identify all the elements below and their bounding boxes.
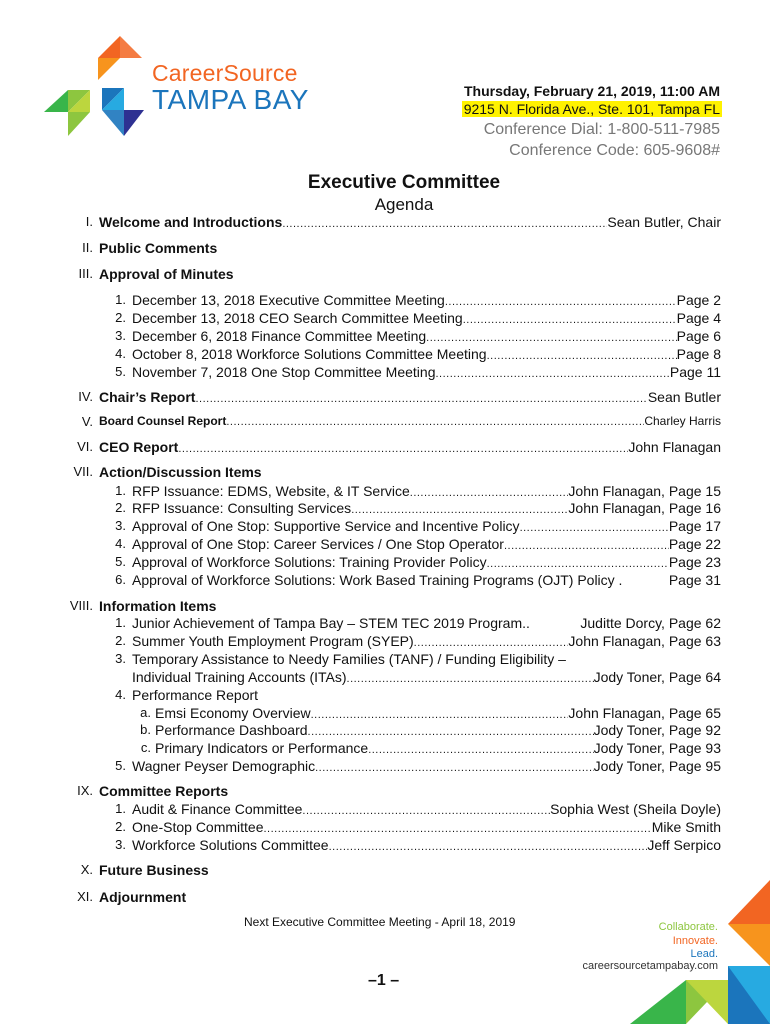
agenda-item (140, 722, 721, 738)
dot-leader (436, 368, 670, 380)
agenda-item-text: November 7, 2018 One Stop Committee Meeting (132, 364, 436, 380)
agenda-item-presenter: Page 6 (676, 328, 721, 344)
dot-leader (347, 673, 594, 685)
agenda-item (115, 518, 721, 534)
tagline-lead: Lead. (690, 948, 718, 960)
agenda-item-text: Workforce Solutions Committee (132, 837, 329, 853)
agenda-item-number: VI. (77, 439, 93, 454)
agenda-item (115, 310, 721, 326)
dot-leader (226, 416, 644, 428)
agenda-item-text: December 13, 2018 CEO Search Committee Meeting (132, 310, 463, 326)
agenda-item-presenter: Page 4 (676, 310, 721, 326)
agenda-item (132, 669, 721, 685)
dot-leader (426, 332, 676, 344)
agenda-item-number: VII. (73, 464, 93, 479)
agenda-item-number: I. (85, 214, 93, 229)
agenda-item-number: 1. (115, 483, 126, 498)
dot-leader (302, 805, 550, 817)
agenda-item-text: Junior Achievement of Tampa Bay – STEM TEC 2019 Program.. (132, 615, 530, 631)
agenda-item-presenter: Juditte Dorcy, Page 62 (580, 615, 721, 631)
agenda-item (115, 500, 721, 516)
agenda-item-presenter: John Flanagan, Page 15 (568, 483, 721, 499)
agenda-item-presenter: Page 8 (676, 346, 721, 362)
tagline-innovate: Innovate. (672, 935, 718, 947)
agenda-item-text: Adjournment (99, 889, 187, 905)
agenda-item-number: 1. (115, 801, 126, 816)
agenda-item (115, 801, 721, 817)
agenda-item-presenter: John Flanagan (628, 439, 721, 455)
agenda-item-presenter: Charley Harris (644, 414, 721, 428)
agenda-item (115, 483, 721, 499)
agenda-item (77, 783, 721, 799)
agenda-item-text: Public Comments (99, 240, 218, 256)
agenda-item-presenter: John Flanagan, Page 16 (568, 500, 721, 516)
agenda-item-number: 5. (115, 364, 126, 379)
agenda-item (85, 214, 721, 230)
agenda-item-text: Approval of One Stop: Supportive Service and Incentive Policy (132, 518, 520, 534)
agenda-item-text: Approval of Workforce Solutions: Work Based Training Programs (OJT) Policy . (132, 572, 623, 588)
dot-leader (178, 443, 628, 455)
agenda-item-text: CEO Report (99, 439, 179, 455)
dot-leader (445, 296, 677, 308)
agenda-item (115, 758, 721, 774)
conference-dial: Conference Dial: 1-800-511-7985 (483, 121, 720, 138)
agenda-item-presenter: Sean Butler, Chair (607, 214, 721, 230)
agenda-item (115, 328, 721, 344)
agenda-item (115, 346, 721, 362)
agenda-item-number: b. (140, 722, 151, 737)
agenda-item-number: III. (78, 266, 93, 281)
logo-icon (44, 36, 154, 146)
agenda-item-number: 4. (115, 536, 126, 551)
agenda-item-number: 1. (115, 615, 126, 630)
agenda-item-number: 4. (115, 346, 126, 361)
agenda-item-presenter: John Flanagan, Page 65 (568, 705, 721, 721)
agenda-item-text: Future Business (99, 862, 209, 878)
agenda-item (115, 572, 721, 588)
agenda-item-text: Approval of One Stop: Career Services / One Stop Operator (132, 536, 504, 552)
agenda-item-number: 2. (115, 819, 126, 834)
website-link[interactable]: careersourcetampabay.com (582, 960, 718, 972)
agenda-item-presenter: Jody Toner, Page 92 (593, 722, 721, 738)
agenda-item-presenter: Mike Smith (651, 819, 721, 835)
meeting-address: 9215 N. Florida Ave., Ste. 101, Tampa FL (463, 101, 720, 117)
agenda-item-presenter: Jeff Serpico (647, 837, 721, 853)
agenda-item (81, 414, 721, 429)
agenda-item (69, 598, 721, 614)
agenda-item-text: Performance Report (132, 687, 259, 703)
agenda-item-text: Emsi Economy Overview (155, 705, 311, 721)
agenda-item-text: Wagner Peyser Demographic (132, 758, 316, 774)
agenda-item-number: c. (140, 740, 151, 755)
agenda-item-text: RFP Issuance: EDMS, Website, & IT Service (132, 483, 410, 499)
agenda-item-presenter: Page 2 (676, 292, 721, 308)
agenda-item-number: XI. (77, 889, 93, 904)
dot-leader (414, 637, 569, 649)
agenda-item (115, 536, 721, 552)
agenda-item (115, 615, 721, 631)
agenda-item-number: 5. (115, 554, 126, 569)
agenda-item (77, 439, 721, 455)
agenda-item (140, 740, 721, 756)
dot-leader (282, 218, 607, 230)
agenda-item-number: IX. (77, 783, 93, 798)
agenda-item-presenter: John Flanagan, Page 63 (568, 633, 721, 649)
dot-leader (308, 726, 594, 738)
dot-leader (520, 522, 669, 534)
agenda-item-number: 5. (115, 758, 126, 773)
agenda-item-text: Performance Dashboard (155, 722, 308, 738)
agenda-item-presenter: Jody Toner, Page 93 (593, 740, 721, 756)
agenda-item-number: V. (81, 414, 93, 429)
dot-leader (487, 558, 669, 570)
agenda-item-presenter: Jody Toner, Page 64 (593, 669, 721, 685)
agenda-item (78, 389, 721, 405)
agenda-item-text: Board Counsel Report (99, 414, 227, 428)
agenda-item-number: 1. (115, 292, 126, 307)
agenda-item-text: December 6, 2018 Finance Committee Meeting (132, 328, 427, 344)
page-number: –1 – (368, 972, 400, 989)
dot-leader (463, 314, 677, 326)
agenda-item-number: 2. (115, 500, 126, 515)
agenda-item-text: Temporary Assistance to Needy Families (TANF) / Funding Eligibility – (132, 651, 566, 667)
agenda-item-presenter: Page 17 (668, 518, 721, 534)
agenda-item (115, 687, 721, 703)
agenda-item-presenter: Page 23 (668, 554, 721, 570)
tagline-collaborate: Collaborate. (658, 921, 718, 933)
agenda-item-number: 2. (115, 310, 126, 325)
agenda-item-number: 6. (115, 572, 126, 587)
document-subtitle: Agenda (374, 195, 434, 214)
agenda-item-text: Chair’s Report (99, 389, 196, 405)
agenda-item (115, 819, 721, 835)
agenda-item-presenter: Page 22 (668, 536, 721, 552)
dot-leader (329, 841, 648, 853)
agenda-item-number: 3. (115, 651, 126, 666)
agenda-item-text: Welcome and Introductions (99, 214, 283, 230)
agenda-item (115, 837, 721, 853)
agenda-item-text: Approval of Minutes (99, 266, 234, 282)
agenda-item-number: 4. (115, 687, 126, 702)
agenda-item (140, 705, 721, 721)
agenda-item-text: Summer Youth Employment Program (SYEP) (132, 633, 414, 649)
document-title: Executive Committee (307, 172, 501, 193)
conference-code: Conference Code: 605-9608# (509, 142, 720, 159)
dot-leader (264, 823, 652, 835)
agenda-item (115, 554, 721, 570)
corner-decoration-icon (630, 880, 770, 1024)
agenda-item-text: Action/Discussion Items (99, 464, 262, 480)
agenda-item (82, 240, 721, 256)
dot-leader (195, 393, 647, 405)
agenda-item-number: 3. (115, 837, 126, 852)
agenda-item-number: 3. (115, 328, 126, 343)
agenda-item-number: X. (80, 862, 93, 877)
dot-leader (410, 487, 569, 499)
agenda-item-text: October 8, 2018 Workforce Solutions Committee Meeting (132, 346, 487, 362)
dot-leader (351, 504, 568, 516)
agenda-item-text: RFP Issuance: Consulting Services (132, 500, 352, 516)
agenda-item (115, 364, 721, 380)
agenda-item-presenter: Sean Butler (647, 389, 721, 405)
agenda-item-presenter: Page 11 (669, 364, 721, 380)
dot-leader (311, 709, 569, 721)
agenda-item-presenter: Jody Toner, Page 95 (593, 758, 721, 774)
dot-leader (487, 350, 677, 362)
agenda-item-text: Approval of Workforce Solutions: Training Provider Policy (132, 554, 487, 570)
meeting-date: Thursday, February 21, 2019, 11:00 AM (463, 83, 720, 99)
dot-leader (315, 762, 593, 774)
agenda-item (73, 464, 721, 480)
dot-leader (504, 540, 669, 552)
agenda-item-number: VIII. (69, 598, 93, 613)
agenda-item (115, 292, 721, 308)
next-meeting-note: Next Executive Committee Meeting - April 18, 2019 (244, 915, 516, 929)
agenda-item (115, 633, 721, 649)
agenda-item-presenter: Page 31 (668, 572, 721, 588)
agenda-item (115, 651, 721, 667)
agenda-item (80, 862, 721, 878)
agenda-item-number: 2. (115, 633, 126, 648)
agenda-item-number: 3. (115, 518, 126, 533)
agenda-item (78, 266, 721, 282)
agenda-item-number: a. (140, 705, 151, 720)
agenda-item-number: IV. (78, 389, 93, 404)
logo-text-careersource: CareerSource (152, 60, 298, 86)
agenda-item-text: One-Stop Committee (132, 819, 264, 835)
agenda-item-text: December 13, 2018 Executive Committee Meeting (132, 292, 445, 308)
agenda-item-text: Primary Indicators or Performance (155, 740, 369, 756)
agenda-item-text: Individual Training Accounts (ITAs) (132, 669, 347, 685)
agenda-item-text: Information Items (99, 598, 217, 614)
dot-leader (368, 744, 593, 756)
agenda-item-text: Committee Reports (99, 783, 229, 799)
agenda-item-text: Audit & Finance Committee (132, 801, 303, 817)
agenda-item (77, 889, 721, 905)
logo-text-tampa-bay: TAMPA BAY (152, 84, 309, 115)
agenda-item-presenter: Sophia West (Sheila Doyle) (550, 801, 721, 817)
agenda-item-number: II. (82, 240, 93, 255)
